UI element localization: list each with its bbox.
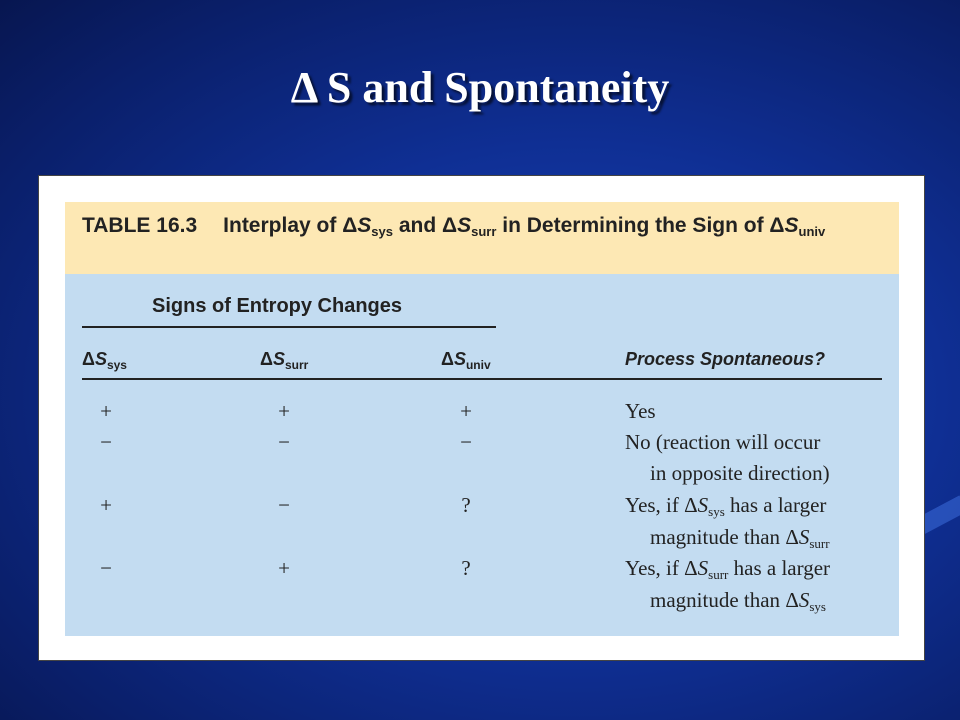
row1-process: Yes	[625, 399, 656, 423]
row3-process-line2: magnitude than $\Delta S_{surr}$	[650, 525, 830, 551]
row2-sys: −	[100, 430, 112, 454]
row3-univ: ?	[461, 493, 471, 517]
row4-process-line2: magnitude than $\Delta S_{sys}$	[650, 588, 826, 614]
row4-univ: ?	[461, 556, 471, 580]
group-header: Signs of Entropy Changes	[152, 295, 403, 317]
slide-title: Δ S and Spontaneity	[290, 63, 670, 112]
row4-process-line1: Yes, if $\Delta S_{surr}$ has a larger	[625, 556, 831, 582]
entropy-table	[65, 202, 899, 636]
caption-mid: in Determining the Sign of	[496, 214, 770, 237]
row2-process-line1: No (reaction will occur	[625, 430, 821, 454]
row4-sys: −	[100, 556, 112, 580]
row1-surr: +	[278, 399, 290, 423]
col-header-surr: $\Delta S_{surr}$	[260, 349, 309, 372]
row3-surr: −	[278, 493, 290, 517]
row2-univ: −	[460, 430, 472, 454]
caption-prefix: Interplay of	[223, 214, 343, 237]
caption-sub-sys: sys	[371, 224, 393, 239]
row1-univ: +	[460, 399, 472, 423]
row3-process-line1: Yes, if $\Delta S_{sys}$ has a larger	[625, 493, 827, 519]
caption-sub-surr: surr	[471, 224, 497, 239]
row3-sys: +	[100, 493, 112, 517]
col-header-sys: $\Delta S_{sys}$	[82, 349, 127, 372]
col-header-process: Process Spontaneous?	[625, 349, 826, 369]
caption-and: and	[393, 214, 443, 237]
row4-surr: +	[278, 556, 290, 580]
row1-sys: +	[100, 399, 112, 423]
row2-surr: −	[278, 430, 290, 454]
col-header-univ: $\Delta S_{univ}$	[441, 349, 491, 372]
table-image-frame	[38, 175, 925, 661]
table-number: TABLE 16.3	[82, 214, 198, 237]
column-header-rule	[82, 378, 882, 380]
group-header-rule	[82, 326, 496, 328]
caption-sub-univ: univ	[798, 224, 826, 239]
table-caption: TABLE 16.3 Interplay of $\Delta S_{sys}$ and $\Delta S_{surr}$ in Determining the Sign of $\Delta S_{univ}$	[65, 202, 899, 274]
row2-process-line2: in opposite direction)	[650, 461, 830, 485]
